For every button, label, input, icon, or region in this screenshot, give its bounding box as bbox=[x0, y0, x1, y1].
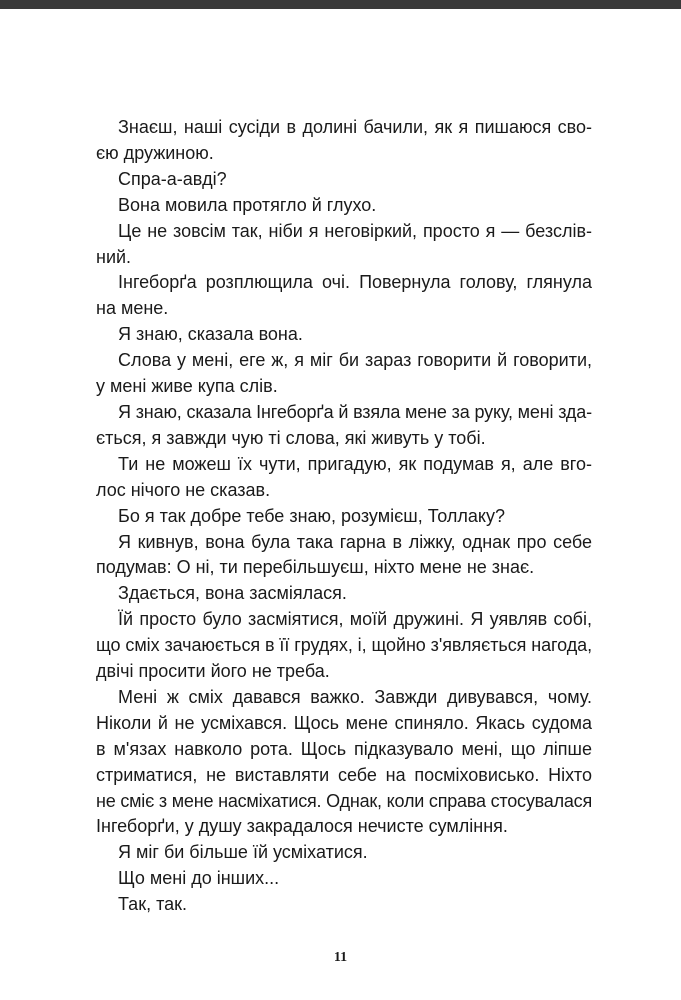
text-line: Бо я так добре тебе знаю, розумієш, Толлаку? bbox=[118, 505, 505, 526]
text-line: Спра-а-авді? bbox=[118, 168, 227, 189]
text-line: Інгеборґа розплющила очі. Повернула голову, глянула bbox=[118, 272, 592, 293]
text-line: стриматися, не виставляти себе на посміховисько. Ніхто bbox=[96, 764, 592, 785]
text-line: не сміє з мене насміхатися. Однак, коли справа стосувалася bbox=[96, 790, 592, 811]
text-line: подумав: О ні, ти перебільшуєш, ніхто мене не знає. bbox=[96, 557, 535, 578]
text-line: Здається, вона засміялася. bbox=[118, 583, 347, 604]
text-line: Я кивнув, вона була така гарна в ліжку, однак про себе bbox=[118, 531, 592, 552]
text-line: на мене. bbox=[96, 298, 169, 319]
text-line: Так, так. bbox=[118, 894, 188, 915]
text-line: Вона мовила протягло й глухо. bbox=[118, 194, 377, 215]
text-line: Я знаю, сказала вона. bbox=[118, 324, 303, 345]
text-line: Ніколи й не усміхався. Щось мене спиняло. Якась судома bbox=[96, 712, 592, 733]
text-line: Це не зовсім так, ніби я неговіркий, просто я — безслів- bbox=[118, 220, 592, 241]
text-line: Що мені до інших... bbox=[118, 868, 280, 889]
text-line: Їй просто було засміятися, моїй дружині. Я уявляв собі, bbox=[118, 609, 592, 630]
text-line: єю дружиною. bbox=[96, 142, 214, 163]
page-number: 11 bbox=[333, 950, 348, 965]
text-line: ється, я завжди чую ті слова, які живуть у тобі. bbox=[96, 427, 486, 448]
text-line: Інгеборґи, у душу закрадалося нечисте сумління. bbox=[96, 816, 508, 837]
text-line: Знаєш, наші сусіди в долині бачили, як я пишаюся сво- bbox=[118, 117, 592, 137]
body-text bbox=[96, 115, 592, 918]
text-line: ний. bbox=[96, 246, 132, 267]
text-line: у мені живе купа слів. bbox=[96, 376, 278, 397]
text-line: Я знаю, сказала Інгеборґа й взяла мене за руку, мені зда- bbox=[118, 401, 592, 422]
text-line: Ти не можеш їх чути, пригадую, як подумав я, але вго- bbox=[118, 453, 592, 474]
text-line: в м'язах навколо рота. Щось підказувало мені, що ліпше bbox=[96, 738, 592, 759]
text-line: Слова у мені, еге ж, я міг би зараз говорити й говорити, bbox=[118, 350, 592, 371]
text-line: лос нічого не сказав. bbox=[96, 479, 271, 500]
text-line: двічі просити його не треба. bbox=[96, 661, 330, 682]
text-line: що сміх зачаюється в її грудях, і, щойно з'являється нагода, bbox=[96, 635, 592, 656]
text-line: Мені ж сміх давався важко. Завжди дивувався, чому. bbox=[118, 686, 592, 707]
top-border-rule bbox=[0, 0, 681, 9]
text-line: Я міг би більше їй усміхатися. bbox=[118, 842, 368, 863]
